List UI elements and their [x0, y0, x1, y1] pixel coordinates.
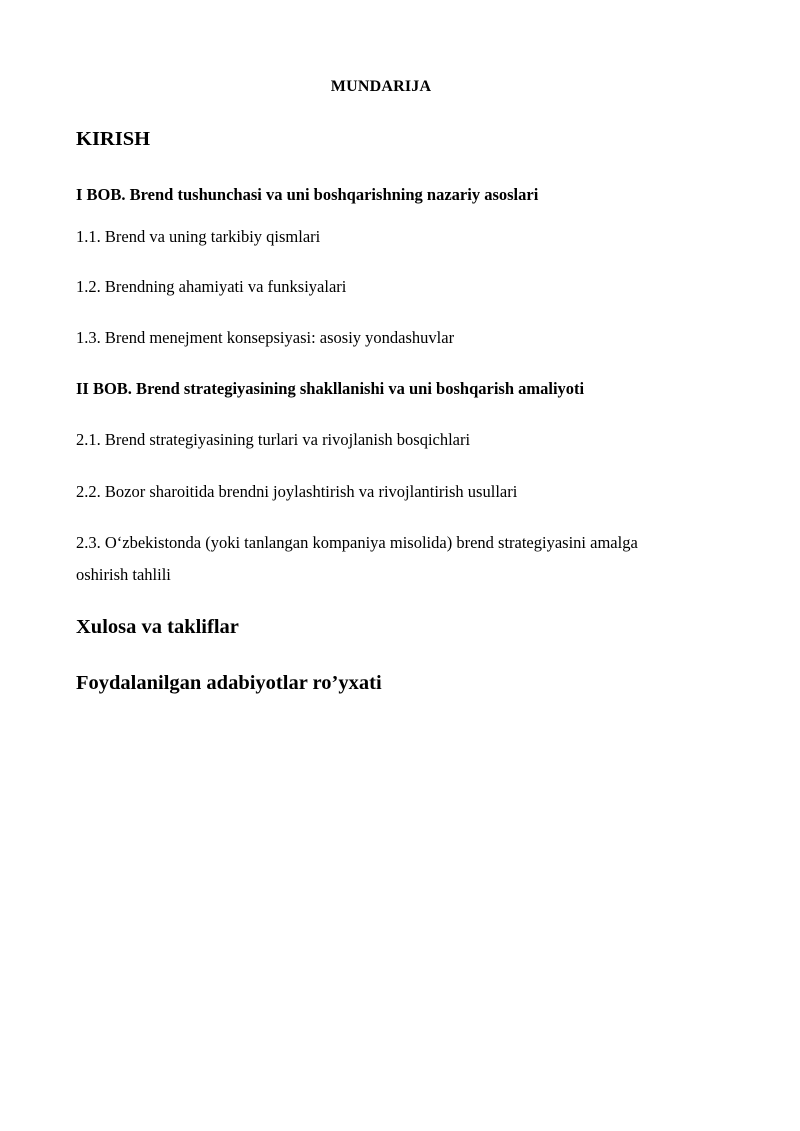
toc-entry-chapter-2: II BOB. Brend strategiyasining shakllanishi va uni boshqarish amaliyoti: [76, 379, 585, 398]
toc-entry-introduction: KIRISH: [76, 128, 151, 150]
toc-entry-section-2-1: 2.1. Brend strategiyasining turlari va rivojlanish bosqichlari: [76, 430, 471, 449]
toc-entry-section-1-3: 1.3. Brend menejment konsepsiyasi: asosiy yondashuvlar: [76, 328, 455, 347]
toc-entry-section-1-1: 1.1. Brend va uning tarkibiy qismlari: [76, 227, 321, 246]
toc-entry-section-1-2: 1.2. Brendning ahamiyati va funksiyalari: [76, 277, 347, 296]
toc-entry-chapter-1: I BOB. Brend tushunchasi va uni boshqarishning nazariy asoslari: [76, 185, 539, 204]
toc-entry-section-2-2: 2.2. Bozor sharoitida brendni joylashtirish va rivojlantirish usullari: [76, 482, 518, 501]
toc-entry-section-2-3: 2.3. O‘zbekistonda (yoki tanlangan kompaniya misolida) brend strategiyasini amalga oshirish tahlili: [76, 533, 638, 584]
toc-entry-references: Foydalanilgan adabiyotlar ro’yxati: [76, 672, 382, 694]
toc-entry-conclusion: Xulosa va takliflar: [76, 616, 239, 638]
document-title: MUNDARIJA: [330, 78, 432, 95]
